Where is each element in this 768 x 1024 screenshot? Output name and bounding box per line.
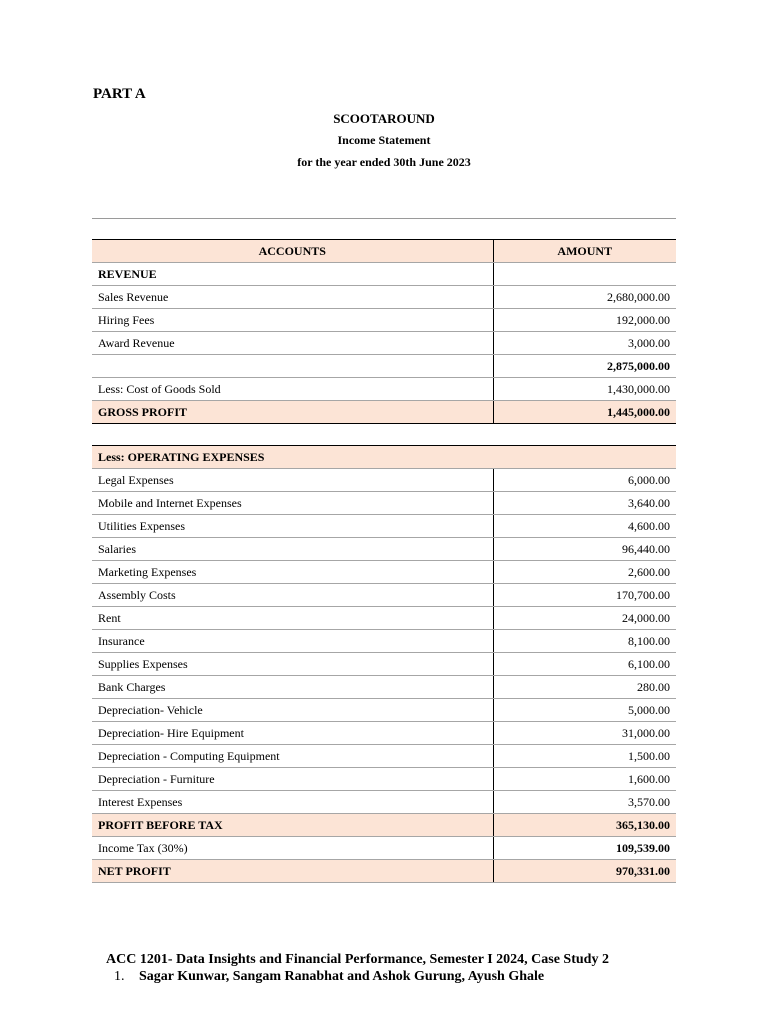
revenue-section-label: REVENUE [92, 263, 493, 286]
revenue-row [92, 286, 676, 309]
expense-row [92, 768, 676, 791]
amount-cell: 109,539.00 [493, 837, 676, 860]
operating-expenses-table [92, 445, 676, 883]
income-tax-row [92, 837, 676, 860]
profit-before-tax-row [92, 814, 676, 837]
expense-row [92, 584, 676, 607]
cogs-row [92, 378, 676, 401]
part-title: PART A [93, 86, 146, 102]
statement-title: Income Statement [337, 133, 431, 147]
account-cell [92, 355, 493, 378]
account-cell: Assembly Costs [92, 584, 493, 607]
amount-cell: 2,600.00 [493, 561, 676, 584]
account-cell: Depreciation - Computing Equipment [92, 745, 493, 768]
account-cell: Depreciation- Vehicle [92, 699, 493, 722]
expense-row [92, 515, 676, 538]
amount-cell: 24,000.00 [493, 607, 676, 630]
amount-cell: 8,100.00 [493, 630, 676, 653]
revenue-table [92, 239, 676, 424]
company-name: SCOOTAROUND [333, 111, 435, 126]
author-names: Sagar Kunwar, Sangam Ranabhat and Ashok Gurung, Ayush Ghale [139, 969, 545, 984]
expense-row [92, 630, 676, 653]
account-cell: Mobile and Internet Expenses [92, 492, 493, 515]
amount-cell: 365,130.00 [493, 814, 676, 837]
amount-cell: 2,875,000.00 [493, 355, 676, 378]
amount-cell: 4,600.00 [493, 515, 676, 538]
account-cell: PROFIT BEFORE TAX [92, 814, 493, 837]
amount-cell: 1,445,000.00 [493, 401, 676, 424]
amount-cell: 3,000.00 [493, 332, 676, 355]
accounts-column-header: ACCOUNTS [92, 240, 493, 263]
list-number: 1. [114, 969, 125, 984]
course-line: ACC 1201- Data Insights and Financial Performance, Semester I 2024, Case Study 2 [106, 952, 609, 967]
expense-row [92, 492, 676, 515]
amount-column-header: AMOUNT [493, 240, 676, 263]
account-cell: Rent [92, 607, 493, 630]
revenue-section-row [92, 263, 676, 286]
account-cell: NET PROFIT [92, 860, 493, 883]
account-cell: Award Revenue [92, 332, 493, 355]
revenue-row [92, 309, 676, 332]
author-list [114, 969, 544, 985]
table-header-row [92, 240, 676, 263]
account-cell: Bank Charges [92, 676, 493, 699]
amount-cell: 1,500.00 [493, 745, 676, 768]
expense-row [92, 699, 676, 722]
amount-cell: 31,000.00 [493, 722, 676, 745]
account-cell: Less: Cost of Goods Sold [92, 378, 493, 401]
amount-cell: 5,000.00 [493, 699, 676, 722]
expense-row [92, 722, 676, 745]
account-cell: Depreciation- Hire Equipment [92, 722, 493, 745]
amount-cell: 2,680,000.00 [493, 286, 676, 309]
revenue-total-row [92, 355, 676, 378]
amount-cell: 1,430,000.00 [493, 378, 676, 401]
expense-row [92, 469, 676, 492]
expense-row [92, 653, 676, 676]
expenses-section-row [92, 446, 676, 469]
gross-profit-row [92, 401, 676, 424]
expense-row [92, 538, 676, 561]
expense-row [92, 561, 676, 584]
account-cell: Marketing Expenses [92, 561, 493, 584]
account-cell: Sales Revenue [92, 286, 493, 309]
amount-cell: 6,100.00 [493, 653, 676, 676]
revenue-row [92, 332, 676, 355]
horizontal-rule [92, 218, 676, 219]
amount-cell: 192,000.00 [493, 309, 676, 332]
author-list-item [114, 969, 544, 985]
account-cell: Salaries [92, 538, 493, 561]
statement-period: for the year ended 30th June 2023 [297, 155, 471, 169]
amount-cell: 3,570.00 [493, 791, 676, 814]
expenses-section-label: Less: OPERATING EXPENSES [92, 446, 676, 469]
amount-cell: 170,700.00 [493, 584, 676, 607]
empty-cell [493, 263, 676, 286]
expense-row [92, 745, 676, 768]
amount-cell: 1,600.00 [493, 768, 676, 791]
expense-row [92, 791, 676, 814]
account-cell: Insurance [92, 630, 493, 653]
expense-row [92, 676, 676, 699]
amount-cell: 280.00 [493, 676, 676, 699]
net-profit-row [92, 860, 676, 883]
account-cell: Hiring Fees [92, 309, 493, 332]
expense-row [92, 607, 676, 630]
amount-cell: 970,331.00 [493, 860, 676, 883]
account-cell: Depreciation - Furniture [92, 768, 493, 791]
amount-cell: 3,640.00 [493, 492, 676, 515]
amount-cell: 96,440.00 [493, 538, 676, 561]
account-cell: Income Tax (30%) [92, 837, 493, 860]
account-cell: Interest Expenses [92, 791, 493, 814]
account-cell: Legal Expenses [92, 469, 493, 492]
account-cell: GROSS PROFIT [92, 401, 493, 424]
amount-cell: 6,000.00 [493, 469, 676, 492]
account-cell: Supplies Expenses [92, 653, 493, 676]
account-cell: Utilities Expenses [92, 515, 493, 538]
